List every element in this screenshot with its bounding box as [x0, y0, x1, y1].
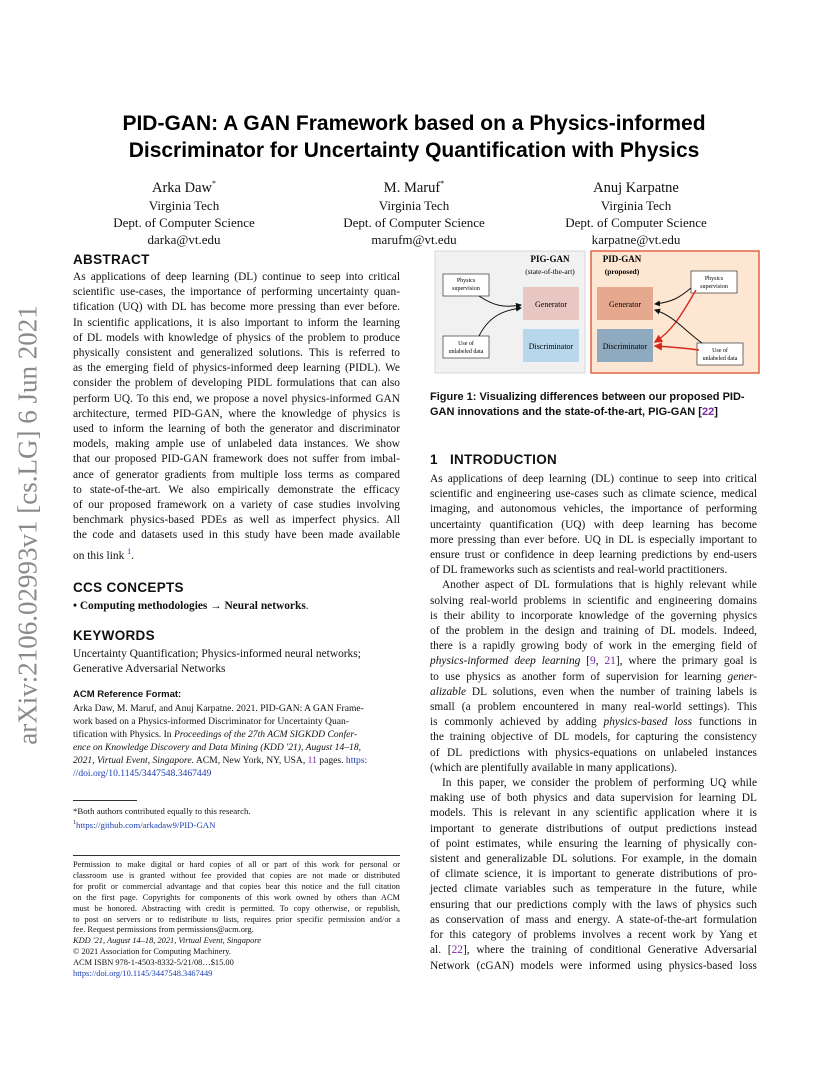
- author-mark: *: [212, 179, 216, 188]
- author-department: Dept. of Computer Science: [565, 214, 707, 230]
- abstract-line: tification (UQ) with DL has become more pressing than ever before.: [73, 301, 400, 314]
- introduction-line: scientific and engineering use-cases such as climate science, medical: [430, 488, 757, 501]
- right-column-body: [430, 472, 757, 974]
- pig-gan-title: PIG-GAN: [530, 254, 570, 264]
- pig-physics-label-1: Physics: [456, 278, 476, 284]
- caption-line-2-text: GAN innovations and the state-of-the-art, PIG-GAN [: [430, 406, 702, 418]
- ccs-item: [73, 599, 400, 614]
- introduction-line: to use physics as another form of supervision for learning gener-: [430, 670, 757, 683]
- title-line-1: PID-GAN: A GAN Framework based on a Physics-informed: [122, 112, 706, 135]
- abstract-line: to state-of-the-art. We also empirically demonstrate the efficacy: [73, 483, 400, 496]
- ccs-item-text: • Computing methodologies → Neural networks: [73, 599, 306, 612]
- acm-ref-line-3a: tification with Physics. In: [73, 729, 174, 741]
- figure-1: [434, 250, 760, 375]
- section-title: INTRODUCTION: [449, 452, 558, 467]
- introduction-line: Network (cGAN) models were informed using physics-based loss: [430, 959, 757, 972]
- introduction-body: [430, 472, 757, 974]
- introduction-line: of DL predictions with physics-equations on unlabeled instances: [430, 746, 757, 759]
- pid-physics-label-1: Physics: [704, 276, 724, 282]
- introduction-line: jected climate variables such as temperature in the future, while: [430, 883, 757, 896]
- abstract-line: scientific use-cases, the importance of performing uncertainty quan-: [73, 286, 400, 299]
- introduction-line: ensure trust or confidence in deep learning predictions by end-users: [430, 549, 757, 562]
- abstract-last-text: on this link: [73, 549, 125, 562]
- introduction-line: models. This is relevant in any scientific application where it is: [430, 807, 757, 820]
- pid-unlabeled-label-2: unlabeled data: [702, 356, 738, 362]
- acm-ref-line-5: [73, 754, 400, 767]
- acm-ref-pages-text: pages.: [316, 755, 346, 767]
- left-column: [73, 252, 400, 980]
- acm-ref-line-1: Arka Daw, M. Maruf, and Anuj Karpatne. 2021. PID-GAN: A GAN Frame-: [73, 703, 364, 715]
- ccs-period: .: [305, 599, 309, 612]
- abstract-line: ance of generator gradients from multiple loss terms as compared: [73, 468, 400, 481]
- acm-ref-heading: ACM Reference Format:: [73, 689, 182, 701]
- paper-title: [74, 110, 754, 164]
- keywords-line-2: Generative Adversarial Networks: [73, 663, 226, 676]
- permission-line: must be honored. Abstracting with credit is permitted. To copy otherwise, or republish,: [73, 903, 400, 913]
- introduction-line: of the problem in the design and training of DL models. Indeed,: [430, 625, 757, 638]
- arxiv-stamp: arXiv:2106.02993v1 [cs.LG] 6 Jun 2021: [12, 305, 43, 745]
- acm-ref-line-2: work based on a Physics-informed Discriminator for Uncertainty Quan-: [73, 716, 350, 728]
- author-email[interactable]: darka@vt.edu: [147, 231, 221, 247]
- abstract-line: physically consistent and generalized solutions. This is referred to: [73, 347, 400, 360]
- venue-line: [73, 936, 400, 947]
- introduction-line: al. [22], where the training of conditional Generative Adversarial: [430, 944, 757, 957]
- abstract-line: as the emerging field of physics-informed deep learning (PIDL). We: [73, 362, 400, 375]
- acm-ref-line-6: [73, 767, 400, 780]
- footnote-rule: [73, 800, 137, 801]
- acm-ref-url-start[interactable]: https:: [345, 755, 368, 767]
- figure-caption: [430, 390, 757, 420]
- permission-line: on the first page. Copyrights for components of this work owned by others than ACM: [73, 892, 400, 902]
- introduction-line: of point estimates, while ensuring the learning of physically con-: [430, 837, 757, 850]
- figure-diagram: [434, 250, 760, 375]
- abstract-last-line: [73, 544, 400, 564]
- introduction-line: small (a problem encountered in many real-world settings). This: [430, 701, 757, 714]
- permission-line: fee. Request permissions from permissions@acm.org.: [73, 925, 254, 935]
- acm-ref-line-4: [73, 741, 400, 754]
- pid-physics-label-2: supervision: [700, 284, 728, 290]
- introduction-line: As applications of deep learning (DL) continue to seep into critical: [430, 473, 757, 485]
- permission-block: [73, 860, 400, 936]
- pid-discriminator-label: Discriminator: [602, 342, 648, 351]
- abstract-line: benchmark physics-based PDEs as well as imperfect physics. All: [73, 514, 400, 527]
- author-affiliation: Virginia Tech: [378, 197, 450, 213]
- introduction-line: is their ability to incorporate knowledge of the governing physics: [430, 609, 757, 622]
- author-name: M. Maruf: [383, 179, 441, 196]
- introduction-line: of DL frameworks such as scientists and real-world practitioners.: [430, 564, 728, 577]
- author-department: Dept. of Computer Science: [343, 214, 485, 230]
- ccs-heading: CCS CONCEPTS: [73, 579, 184, 595]
- introduction-line: of climate science, it is important to generate distributions of pro-: [430, 868, 757, 881]
- keywords-heading: KEYWORDS: [73, 627, 155, 643]
- permission-line: Permission to make digital or hard copies of all or part of this work for personal or: [73, 860, 400, 869]
- introduction-line: the training objective of DL models, for capturing the consistency: [430, 731, 757, 744]
- introduction-line: there is a rapidly growing body of work in the emerging field of: [430, 640, 757, 653]
- abstract-period: .: [131, 549, 134, 562]
- pid-gan-title: PID-GAN: [602, 254, 642, 264]
- introduction-line: (which are plentifully available in many applications).: [430, 761, 678, 774]
- introduction-line: is commonly achieved by adding physics-based loss functions in: [430, 716, 757, 729]
- abstract-line: architecture, termed PID-GAN, where the knowledge of physics is: [73, 407, 400, 420]
- caption-end: ]: [714, 406, 718, 418]
- abstract-line: consider the problem of developing PIDL formulations that can also: [73, 377, 400, 390]
- introduction-line: sistent and generalizable DL solutions. For example, in the domain: [430, 853, 757, 866]
- caption-line-2: [430, 405, 757, 420]
- pid-gan-subtitle: (proposed): [604, 267, 640, 276]
- introduction-line: more pressing than ever before. UQ in DL is especially important to: [430, 533, 757, 546]
- abstract-line: In scientific applications, it is also important to inform the learning: [73, 316, 400, 329]
- pig-generator-label: Generator: [535, 300, 567, 309]
- permission-line: for profit or commercial advantage and that copies bear this notice and the full citation: [73, 881, 400, 891]
- author-email[interactable]: marufm@vt.edu: [371, 231, 457, 247]
- pig-unlabeled-label-1: Use of: [458, 341, 474, 347]
- venue-text: KDD '21, August 14–18, 2021, Virtual Event, Singapore: [73, 936, 261, 946]
- introduction-line: alizable DL solutions, even when the number of training labels is: [430, 685, 757, 698]
- pig-unlabeled-label-2: unlabeled data: [448, 349, 484, 355]
- abstract-line: used to inform the learning of both the generator and discriminator: [73, 423, 400, 436]
- footnote-2: [73, 818, 400, 831]
- acm-ref-event: 2021, Virtual Event, Singapore.: [73, 755, 194, 767]
- abstract-line: models, making ample use of unlabeled data instances. We show: [73, 438, 400, 451]
- pig-physics-label-2: supervision: [452, 286, 480, 292]
- author-1: [74, 175, 294, 248]
- abstract-line: As applications of deep learning (DL) continue to seep into critical: [73, 271, 400, 283]
- title-line-2: Discriminator for Uncertainty Quantification with Physics: [128, 139, 700, 162]
- doi-line: [73, 969, 400, 980]
- introduction-line: important to generate distributions of output predictions instead: [430, 822, 757, 835]
- author-department: Dept. of Computer Science: [113, 214, 255, 230]
- author-block: [74, 175, 754, 245]
- caption-citation[interactable]: 22: [701, 406, 715, 418]
- introduction-line: making use of both physics and data supervision for learning DL: [430, 792, 757, 805]
- author-email[interactable]: karpatne@vt.edu: [591, 231, 681, 247]
- acm-ref-conference: ence on Knowledge Discovery and Data Mining (KDD '21), August 14–18,: [73, 742, 362, 754]
- footnotes: [73, 806, 400, 831]
- author-affiliation: Virginia Tech: [148, 197, 220, 213]
- keywords-line-1: Uncertainty Quantification; Physics-informed neural networks;: [73, 647, 361, 660]
- introduction-line: uncertainty quantification (UQ) with deep learning has become: [430, 518, 757, 531]
- section-number: 1: [430, 452, 438, 467]
- abstract-line: the code and datasets used in this study have been made available: [73, 529, 400, 542]
- introduction-line: ensuring that our predictions comply with the laws of physics such: [430, 898, 757, 911]
- pig-gan-subtitle: (state-of-the-art): [525, 267, 575, 276]
- permission-line: to post on servers or to redistribute to lists, requires prior specific permission and/or a: [73, 914, 400, 924]
- abstract-line: perform UQ. To this end, we propose a novel physics-informed GAN: [73, 392, 400, 405]
- introduction-line: physics-informed deep learning [9, 21], where the primary goal is: [430, 655, 757, 668]
- introduction-line: Another aspect of DL formulations that is highly relevant while: [442, 579, 757, 592]
- abstract-line: that our proposed PID-GAN framework does not suffer from imbal-: [73, 453, 400, 466]
- arxiv-stamp-container: [6, 295, 50, 755]
- permission-line: classroom use is granted without fee provided that copies are not made or distributed: [73, 870, 400, 880]
- introduction-heading: [430, 452, 557, 467]
- abstract-heading: ABSTRACT: [73, 252, 150, 267]
- footnote-link[interactable]: 1: [127, 546, 132, 556]
- abstract-body: [73, 270, 400, 544]
- introduction-line: for this category of problems involves a recent work by Yang et: [430, 929, 757, 942]
- author-name: Anuj Karpatne: [593, 179, 679, 196]
- pig-discriminator-label: Discriminator: [528, 342, 574, 351]
- abstract-line: of our proposed framework on a variety of case studies involving: [73, 499, 400, 512]
- acm-ref-line-3: [73, 728, 400, 741]
- acm-ref-pages-link[interactable]: 11: [307, 755, 317, 767]
- acm-ref-publisher: ACM, New York, NY, USA,: [193, 755, 308, 767]
- footnote-1: *Both authors contributed equally to this research.: [73, 806, 251, 817]
- acm-ref-proceedings: Proceedings of the 27th ACM SIGKDD Confer-: [174, 729, 358, 741]
- github-link[interactable]: https://github.com/arkadaw9/PID-GAN: [76, 819, 216, 830]
- acm-ref-body: [73, 702, 400, 780]
- author-2: [304, 175, 524, 248]
- introduction-line: solving real-world problems in scientific and engineering domains: [430, 594, 757, 607]
- author-affiliation: Virginia Tech: [600, 197, 672, 213]
- permission-rule: [73, 855, 400, 856]
- footnote-2-mark: 1: [73, 819, 76, 826]
- pid-unlabeled-label-1: Use of: [712, 348, 728, 354]
- copyright-line: © 2021 Association for Computing Machinery.: [73, 947, 231, 957]
- isbn-line: ACM ISBN 978-1-4503-8332-5/21/08…$15.00: [73, 958, 234, 968]
- caption-line-1: Figure 1: Visualizing differences between our proposed PID-: [430, 391, 745, 403]
- introduction-line: In this paper, we consider the problem of performing UQ while: [442, 777, 757, 790]
- abstract-line: of DL models with knowledge of physics of the problem to produce: [73, 331, 400, 344]
- doi-link[interactable]: https://doi.org/10.1145/3447548.3467449: [73, 969, 213, 979]
- author-mark: *: [440, 179, 445, 188]
- introduction-line: as conservation of mass and energy. A state-of-the-art formulation: [430, 913, 757, 926]
- author-name: Arka Daw: [152, 179, 212, 196]
- acm-ref-url-end[interactable]: //doi.org/10.1145/3447548.3467449: [73, 768, 212, 780]
- introduction-line: imaging, and autonomous vehicles, the importance of performing: [430, 503, 757, 516]
- pid-generator-label: Generator: [609, 300, 641, 309]
- author-3: [526, 175, 746, 248]
